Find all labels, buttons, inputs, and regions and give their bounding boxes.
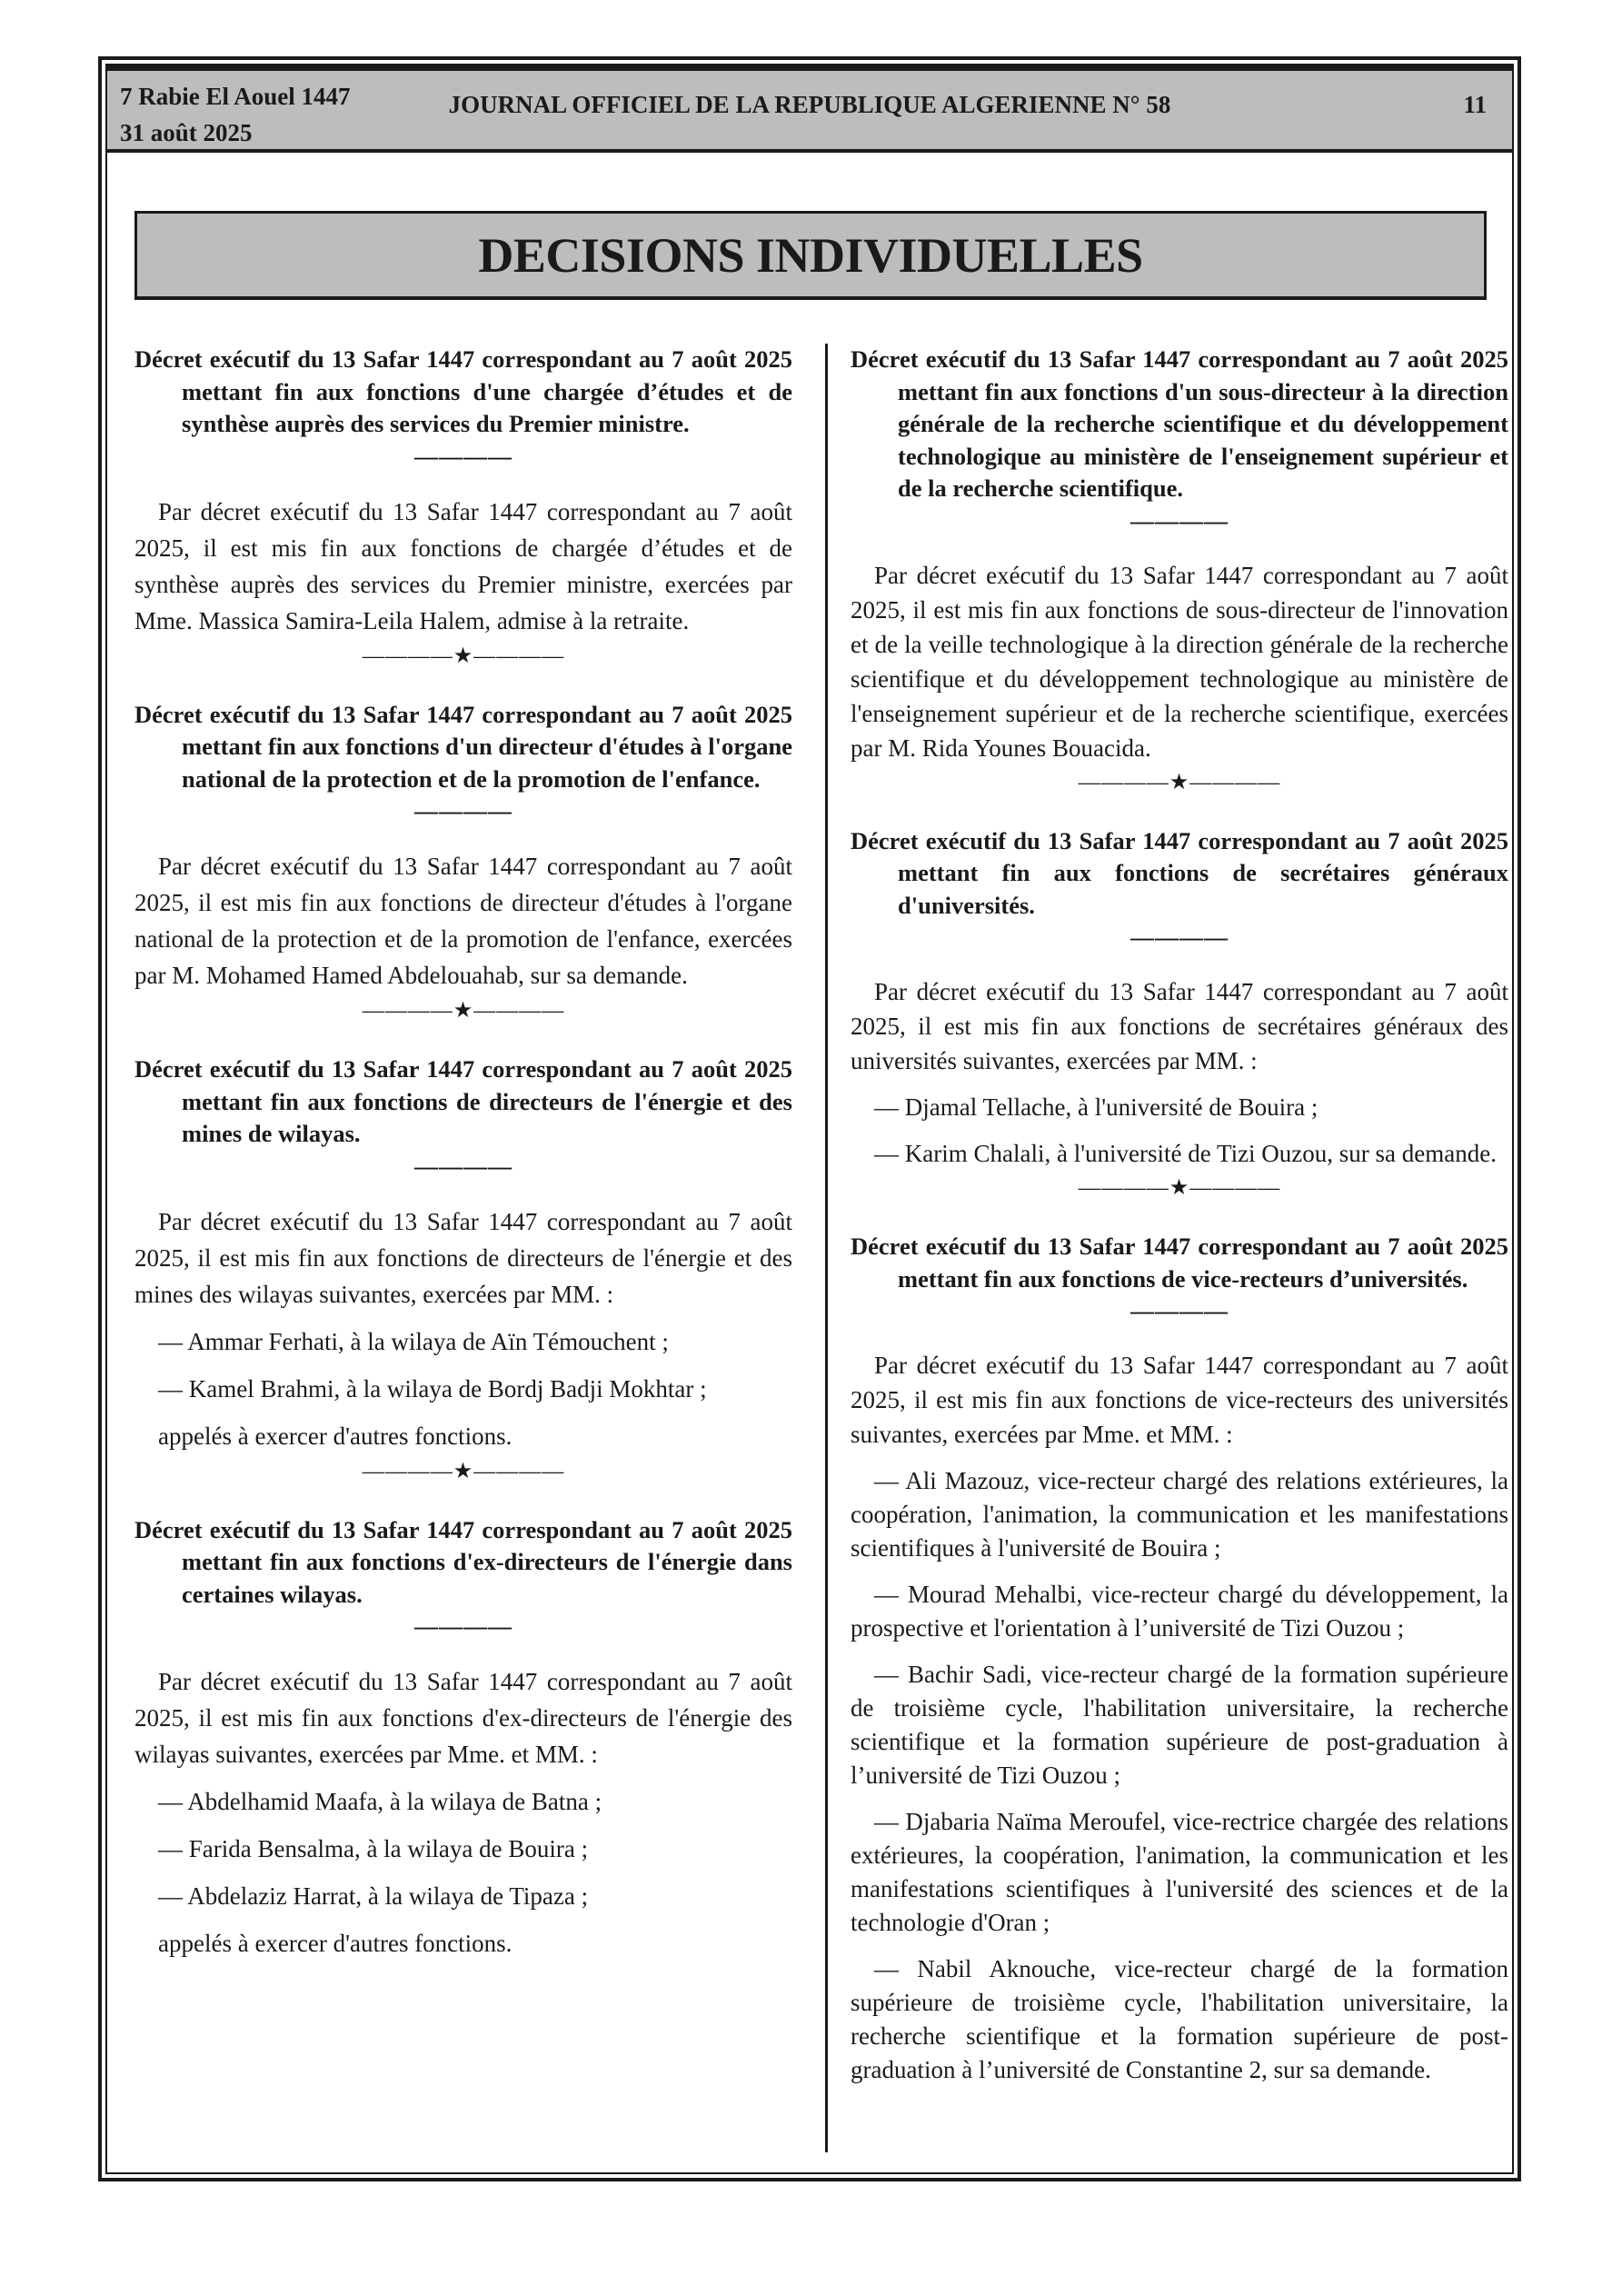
decree-section <box>851 344 1508 798</box>
short-separator: ———— <box>414 443 512 470</box>
journal-title: JOURNAL OFFICIEL DE LA REPUBLIQUE ALGERIENNE N° 58 <box>448 91 1171 118</box>
section-title-box <box>134 211 1487 300</box>
decree-title: Décret exécutif du 13 Safar 1447 correspondant au 7 août 2025 mettant fin aux fonctions d'ex-directeurs de l'énergie dans certaines wilayas. <box>134 1515 792 1608</box>
decree-section <box>134 344 792 672</box>
gregorian-date: 31 août 2025 <box>120 119 253 146</box>
decree-title: Décret exécutif du 13 Safar 1447 correspondant au 7 août 2025 mettant fin aux fonctions d'un directeur d'études à l'organe national de la protection et de la promotion de l'enfance. <box>134 700 792 793</box>
left-column <box>134 344 792 1962</box>
decree-list-item: — Mourad Mehalbi, vice-recteur chargé du développement, la prospective et l'orientation à l’université de Tizi Ouzou ; <box>851 1581 1508 1642</box>
decree-body: Par décret exécutif du 13 Safar 1447 correspondant au 7 août 2025, il est mis fin aux fonctions de chargée d’études et de synthèse auprès des services du Premier ministre, exercées par Mme. Massica Samira-Leila Halem, admise à la retraite. <box>134 497 792 634</box>
page-inner-frame <box>105 64 1514 2174</box>
decree-section <box>134 699 792 1027</box>
short-separator: ———— <box>1130 924 1229 951</box>
decree-closing: appelés à exercer d'autres fonctions. <box>158 1422 512 1450</box>
decree-list-item: — Abdelhamid Maafa, à la wilaya de Batna ; <box>158 1788 602 1815</box>
page-number: 11 <box>1463 91 1487 118</box>
journal-header <box>107 65 1512 153</box>
short-separator: ———— <box>414 1153 512 1180</box>
short-separator: ———— <box>414 1613 512 1640</box>
star-separator: ————★———— <box>1078 770 1281 794</box>
decree-list-item: — Bachir Sadi, vice-recteur chargé de la formation supérieure de troisième cycle, l'habilitation universitaire, la recherche scientifique et la formation supérieure de post-graduation à l’université de Tizi Ouzou ; <box>851 1661 1508 1789</box>
decree-closing: appelés à exercer d'autres fonctions. <box>158 1930 512 1957</box>
short-separator: ———— <box>414 798 512 824</box>
short-separator: ———— <box>1130 507 1229 534</box>
column-divider <box>825 344 828 2152</box>
decree-section <box>851 1231 1508 2087</box>
decree-list-item: — Karim Chalali, à l'université de Tizi Ouzou, sur sa demande. <box>874 1140 1497 1167</box>
star-separator: ————★———— <box>1078 1176 1281 1200</box>
decree-body: Par décret exécutif du 13 Safar 1447 correspondant au 7 août 2025, il est mis fin aux fonctions de secrétaires généraux des universités suivantes, exercées par MM. : <box>851 978 1508 1074</box>
right-column <box>851 344 1508 2087</box>
decree-body: Par décret exécutif du 13 Safar 1447 correspondant au 7 août 2025, il est mis fin aux fonctions de vice-recteurs des universités suivantes, exercées par Mme. et MM. : <box>851 1352 1508 1448</box>
section-title: DECISIONS INDIVIDUELLES <box>478 228 1143 283</box>
short-separator: ———— <box>1130 1298 1229 1324</box>
star-separator: ————★———— <box>362 999 565 1023</box>
decree-title: Décret exécutif du 13 Safar 1447 correspondant au 7 août 2025 mettant fin aux fonctions de secrétaires généraux d'universités. <box>851 826 1508 919</box>
decree-list-item: — Djamal Tellache, à l'université de Bouira ; <box>874 1093 1318 1121</box>
decree-body: Par décret exécutif du 13 Safar 1447 correspondant au 7 août 2025, il est mis fin aux fonctions de directeurs de l'énergie et des mines des wilayas suivantes, exercées par MM. : <box>134 1207 792 1308</box>
decree-list-item: — Ali Mazouz, vice-recteur chargé des relations extérieures, la coopération, l'animation, la communication et les manifestations scientifiques à l'université de Bouira ; <box>851 1467 1508 1562</box>
decree-title: Décret exécutif du 13 Safar 1447 correspondant au 7 août 2025 mettant fin aux fonctions de directeurs de l'énergie et des mines de wilayas. <box>134 1055 792 1147</box>
decree-section <box>134 1514 792 1962</box>
decree-list-item: — Djabaria Naïma Meroufel, vice-rectrice chargée des relations extérieures, la coopération, l'animation, la communication et les manifestations scientifiques à l'université des sciences et de la technologie d'Oran ; <box>851 1808 1508 1936</box>
decree-list-item: — Ammar Ferhati, à la wilaya de Aïn Témouchent ; <box>158 1327 669 1355</box>
decree-title: Décret exécutif du 13 Safar 1447 correspondant au 7 août 2025 mettant fin aux fonctions d'un sous-directeur à la direction générale de la recherche scientifique et du développement technologique au ministère de l'enseignement supérieur et de la recherche scientifique. <box>851 345 1508 502</box>
decree-list-item: — Nabil Aknouche, vice-recteur chargé de la formation supérieure de troisième cycle, l'habilitation universitaire, la recherche scientifique et la formation supérieure de post- graduation à l’université de Constantine 2, sur sa demande. <box>851 1955 1508 2083</box>
star-separator: ————★———— <box>362 644 565 668</box>
decree-list-item: — Abdelaziz Harrat, à la wilaya de Tipaza ; <box>158 1882 589 1910</box>
decree-title: Décret exécutif du 13 Safar 1447 correspondant au 7 août 2025 mettant fin aux fonctions de vice-recteurs d’universités. <box>851 1233 1508 1293</box>
decree-list-item: — Farida Bensalma, à la wilaya de Bouira ; <box>158 1835 589 1862</box>
decree-title: Décret exécutif du 13 Safar 1447 correspondant au 7 août 2025 mettant fin aux fonctions d'une chargée d’études et de synthèse auprès des services du Premier ministre. <box>134 345 792 437</box>
star-separator: ————★———— <box>362 1459 565 1483</box>
page-frame <box>98 56 1521 2181</box>
decree-section <box>134 1053 792 1487</box>
decree-body: Par décret exécutif du 13 Safar 1447 correspondant au 7 août 2025, il est mis fin aux fonctions de sous-directeur de l'innovation et de la veille technologique à la direction générale de la recherche scientifique et du développement technologique au ministère de l'enseignement supérieur et de la recherche scientifique, exercées par M. Rida Younes Bouacida. <box>851 561 1508 762</box>
decree-body: Par décret exécutif du 13 Safar 1447 correspondant au 7 août 2025, il est mis fin aux fonctions de directeur d'études à l'organe national de la protection et de la promotion de l'enfance, exercées par M. Mohamed Hamed Abdelouahab, sur sa demande. <box>134 853 792 989</box>
decree-body: Par décret exécutif du 13 Safar 1447 correspondant au 7 août 2025, il est mis fin aux fonctions d'ex-directeurs de l'énergie des wilayas suivantes, exercées par Mme. et MM. : <box>134 1668 792 1768</box>
hijri-date: 7 Rabie El Aouel 1447 <box>120 83 351 110</box>
decree-list-item: — Kamel Brahmi, à la wilaya de Bordj Badji Mokhtar ; <box>158 1374 707 1403</box>
decree-section <box>851 825 1508 1204</box>
